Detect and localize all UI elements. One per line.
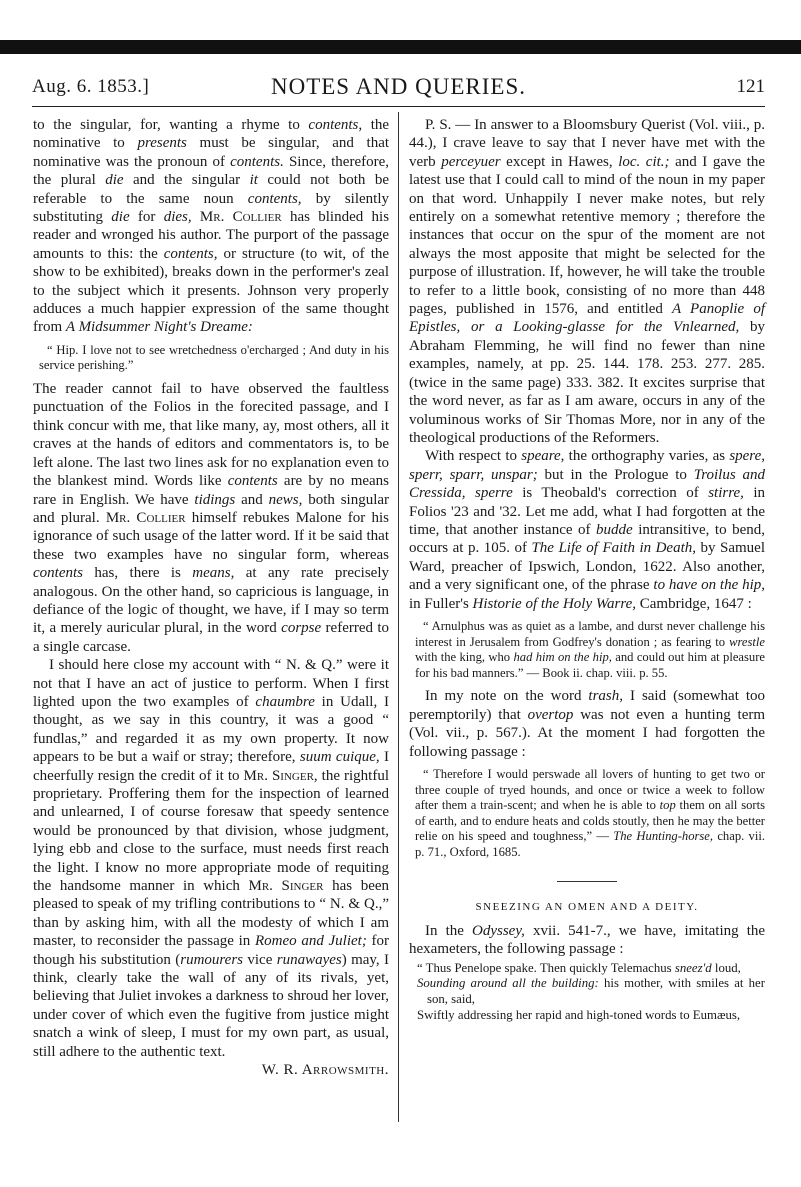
verse-line: Swiftly addressing her rapid and high-toned words to Eumæus, — [417, 1007, 741, 1022]
verse-passage — [409, 961, 765, 1023]
section-title: SNEEZING AN OMEN AND A DEITY. — [475, 900, 699, 913]
paragraph-postscript: P. S. — In answer to a Bloomsbury Querist (Vol. viii., p. 44.), I crave leave to say that I never have met with the verb perceyuer except in Hawes, loc. cit.; and I gave the latest use that I could call to mind of the noun in my paper on that word. Unhappily I never make notes, but rely entirely on a somewhat retentive memory ; therefore the instances that occur on the spur of the moment are not always the most apposite that might be selected for the purpose of illustration. If, however, he will take the trouble to refer to a little book, consisting of no more than 448 pages, published in 1576, and entitled A Panoplie of Epistles, or a Looking-glasse for the Vnlearned, by Abraham Flemming, he will find no fewer than nine examples, namely, at pp. 25. 144. 178. 253. 277. 285. (twice in the same page) 333. 382. It excites surprise that the word never, as far as I am aware, occurs in any of the voluminous works of Sir Thomas More, nor in any of the theological productions of the Reformers. — [409, 117, 766, 446]
page-header — [32, 74, 765, 104]
quote-hunting-horse: “ Therefore I would perswade all lovers of hunting to get two or three couple of tryed hounds, and once or twice a week to follow after them a train-scent; and when he is able to top them on all sorts of earth, and to endure heats and colds stoutly, then he may the better relie on his speed and toughness,” — The Hunting-horse, chap. vii. p. 71., Oxford, 1685. — [415, 766, 765, 859]
right-column — [409, 116, 765, 1023]
top-border-rule — [0, 40, 801, 54]
journal-title: NOTES AND QUERIES. — [270, 74, 527, 99]
verse-line: “ Thus Penelope spake. Then quickly Telemachus sneez'd loud, — [417, 960, 741, 975]
page-number: 121 — [736, 76, 765, 97]
left-column — [33, 116, 389, 1080]
paragraph-punctuation: The reader cannot fail to have observed the faultless punctuation of the Folios in the forecited passage, and I think concur with me, that like many, ay, most others, all it craves at the hands of editors and commentators is, to be left alone. The last two lines ask for no explanation even to the blankest mind. Words like contents are by no means rare in English. We have tidings and news, both singular and plural. Mr. Collier himself rebukes Malone for his ignorance of such usage of the latter word. If it be said that these two examples have no singular form, whereas contents has, there is means, at any rate precisely analogous. On the other hand, so capricious is language, in defiance of the logic of thought, we have, if I may so term it, a merely auricular plural, in the word corpse referred to a single carcase. — [33, 381, 390, 655]
paragraph-speare: With respect to speare, the orthography varies, as spere, sperr, sparr, unspar; but in the Prologue to Troilus and Cressida, sperre is Theobald's correction of stirre, in Folios '23 and '32. Let me add, what I had forgotten at the time, that another instance of budde intransitive, to bend, occurs at p. 105. of The Life of Faith in Death, by Samuel Ward, preacher of Ipswich, London, 1622. Also another, and a very significant one, of the phrase to have on the hip, in Fuller's Historie of the Holy Warre, Cambridge, 1647 : — [409, 448, 766, 612]
paragraph-contents: to the singular, for, wanting a rhyme to contents, the nominative to presents must be singular, and that nominative was the pronoun of contents. Since, therefore, the plural die and the singular it could not both be referable to the same noun contents, by silently substituting die for dies, Mr. Collier has blinded his reader and wronged his author. The purport of the passage amounts to this: the contents, or structure (to wit, of the show to be exhibited), breaks down in the performer's zeal to the subject which it presents. Johnson very properly adduces a much happier expression of the same thought from A Midsummer Night's Dreame: — [33, 117, 390, 336]
quote-fuller: “ Arnulphus was as quiet as a lambe, and durst never challenge his interest in Jerusalem from Godfrey's donation ; as fearing to wrestle with the king, who had him on the hip, and could out him at pleasure for his bad manners.” — Book ii. chap. viii. p. 55. — [415, 618, 766, 680]
header-rule — [32, 106, 765, 107]
verse-line: Sounding around all the building: his mother, with smiles at her son, said, — [417, 976, 765, 1006]
paragraph-trash: In my note on the word trash, I said (somewhat too peremptorily) that overtop was not even a hunting term (Vol. vii., p. 567.). At the moment I had forgotten the following passage : — [409, 688, 766, 760]
section-divider — [557, 881, 617, 882]
paragraph-odyssey: In the Odyssey, xvii. 541-7., we have, imitating the hexameters, the following passage : — [409, 922, 766, 958]
issue-date: Aug. 6. 1853.] — [32, 76, 150, 97]
column-divider — [398, 112, 399, 1122]
signature: W. R. Arrowsmith. — [261, 1062, 389, 1079]
quote-midsummer: “ Hip. I love not to see wretchedness o'ercharged ; And duty in his service perishing.” — [39, 342, 389, 373]
paragraph-justice: I should here close my account with “ N. & Q.” were it not that I have an act of justice to perform. When I first lighted upon the two examples of chaumbre in Udall, I thought, as we say in this country, it was a good “ fundlas,” and regarded it as my own property. It now appears to be but a waif or stray; therefore, suum cuique, I cheerfully resign the credit of it to Mr. Singer, the rightful proprietary. Proffering them for the inspection of learned and unlearned, I of course foresaw that speedy sentence would be pronounced by that division, whose judgment, lying ebb and close to the surface, must needs first reach the light. I know no more appropriate mode of requiting the handsome manner in which Mr. Singer has been pleased to speak of my trifling contributions to “ N. & Q.,” than by asking him, with all the modesty of which I am master, to reconsider the passage in Romeo and Juliet; for though his substitution (rumourers vice runawayes) may, I think, clearly take the wall of any of its rivals, yet, believing that Juliet invokes a darkness to shroud her lover, under cover of which even the fugitive from justice might snatch a wink of sleep, I must for my own part, as usual, still adhere to the authentic text. — [33, 657, 390, 1060]
